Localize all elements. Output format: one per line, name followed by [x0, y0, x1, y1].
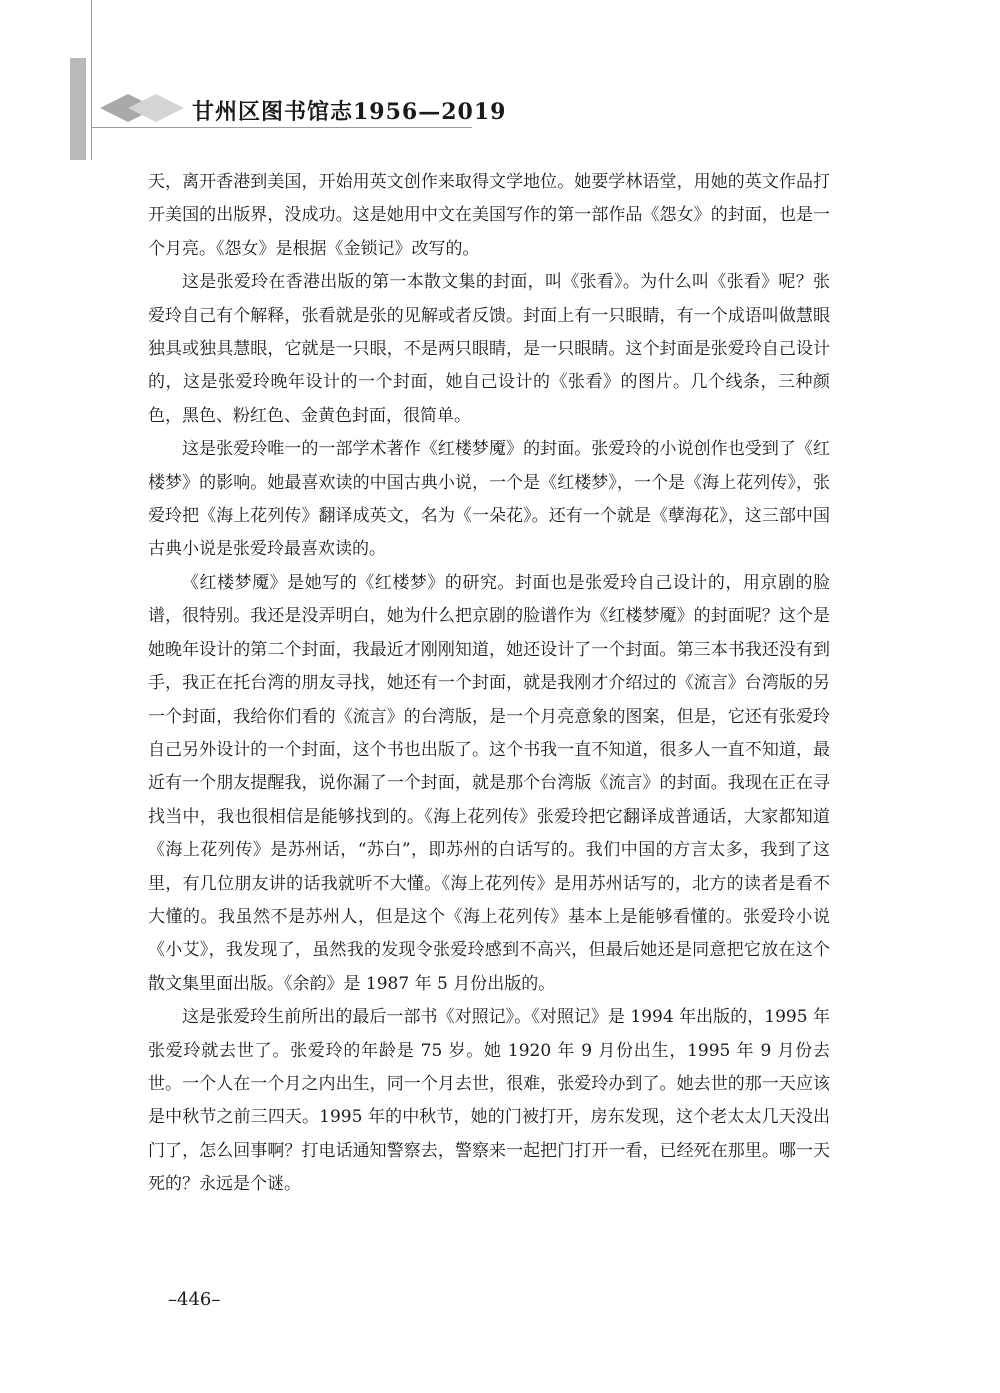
paragraph: 这是张爱玲在香港出版的第一本散文集的封面，叫《张看》。为什么叫《张看》呢？张爱玲自己有个解释，张看就是张的见解或者反馈。封面上有一只眼睛，有一个成语叫做慧眼独具或独具慧眼，它就是一只眼，不是两只眼睛，是一只眼睛。这个封面是张爱玲自己设计的，这是张爱玲晚年设计的一个封面，她自己设计的《张看》的图片。几个线条，三种颜色，黑色、粉红色、金黄色封面，很简单。: [148, 272, 830, 426]
page-number: –446–: [168, 1289, 221, 1310]
diamond-ornament-icon: [98, 93, 188, 123]
paragraph: 这是张爱玲唯一的一部学术著作《红楼梦魇》的封面。张爱玲的小说创作也受到了《红楼梦》的影响。她最喜欢读的中国古典小说，一个是《红楼梦》，一个是《海上花列传》，张爱玲把《海上花列传》翻译成英文，名为《一朵花》。还有一个就是《孽海花》，这三部中国古典小说是张爱玲最喜欢读的。: [148, 439, 830, 560]
paragraph: 《红楼梦魇》是她写的《红楼梦》的研究。封面也是张爱玲自己设计的，用京剧的脸谱，很特别。我还是没弄明白，她为什么把京剧的脸谱作为《红楼梦魇》的封面呢？这个是她晚年设计的第二个封面，我最近才刚刚知道，她还设计了一个封面。第三本书我还没有到手，我正在托台湾的朋友寻找，她还有一个封面，就是我刚才介绍过的《流言》台湾版的另一个封面，我给你们看的《流言》的台湾版，是一个月亮意象的图案，但是，它还有张爱玲自己另外设计的一个封面，这个书也出版了。这个书我一直不知道，很多人一直不知道，最近有一个朋友提醒我，说你漏了一个封面，就是那个台湾版《流言》的封面。我现在正在寻找当中，我也很相信是能够找到的。《海上花列传》张爱玲把它翻译成普通话，大家都知道《海上花列传》是苏州话，“苏白”，即苏州的白话写的。我们中国的方言太多，我到了这里，有几位朋友讲的话我就听不大懂。《海上花列传》是用苏州话写的，北方的读者是看不大懂的。我虽然不是苏州人，但是这个《海上花列传》基本上是能够看懂的。张爱玲小说《小艾》，我发现了，虽然我的发现令张爱玲感到不高兴，但最后她还是同意把它放在这个散文集里面出版。《余韵》是 1987 年 5 月份出版的。: [148, 572, 830, 994]
paragraph: 天，离开香港到美国，开始用英文创作来取得文学地位。她要学林语堂，用她的英文作品打开美国的出版界，没成功。这是她用中文在美国写作的第一部作品《怨女》的封面，也是一个月亮。《怨女》是根据《金锁记》改写的。: [148, 172, 830, 259]
header-horizontal-rule: [92, 127, 472, 128]
paragraph: 这是张爱玲生前所出的最后一部书《对照记》。《对照记》是 1994 年出版的，1995 年张爱玲就去世了。张爱玲的年龄是 75 岁。她 1920 年 9 月份出生，1995 年 9 月份去世。一个人在一个月之内出生，同一个月去世，很难，张爱玲办到了。她去世的那一天应该是中秋节之前三四天。1995 年的中秋节，她的门被打开，房东发现，这个老太太几天没出门了，怎么回事啊？打电话通知警察去，警察来一起把门打开一看，已经死在那里。哪一天死的？永远是个谜。: [148, 1007, 830, 1195]
body-text: [148, 166, 830, 1202]
running-header-title: 甘州区图书馆志1956—2019: [192, 99, 507, 125]
header-vertical-rule: [91, 0, 92, 160]
header-decorative-bar: [70, 58, 86, 160]
